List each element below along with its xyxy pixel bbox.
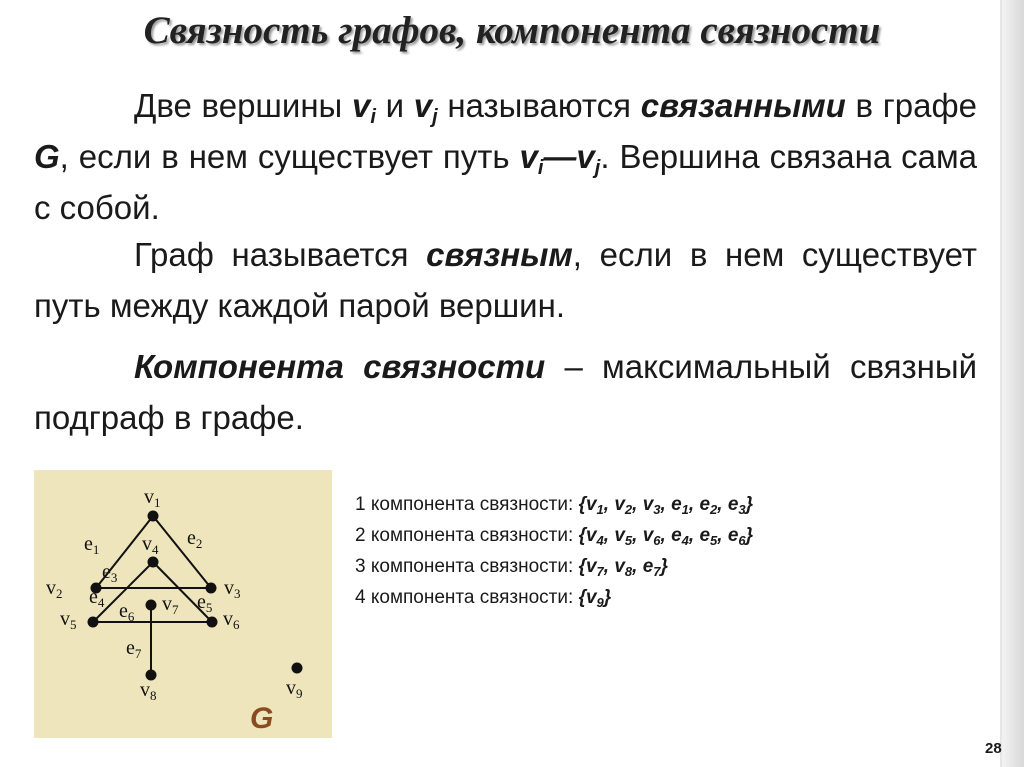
label-e5: $e_5$ [197, 591, 213, 615]
term-connected-component: Компонента связности [134, 348, 546, 385]
slide-title: Связность графов, компонента связности [143, 9, 881, 52]
vertex-v5 [88, 617, 99, 628]
component-set: {$v_7$, $v_8$, $e_7$} [578, 556, 668, 579]
label-v4: $v_4$ [142, 533, 159, 557]
component-row-1: 1 компонента связности: {$v_1$, $v_2$, $v_3$, $e_1$, $e_2$, $e_3$} [355, 494, 754, 517]
components-list [355, 489, 753, 613]
label-v5: $v_5$ [60, 608, 77, 632]
term-connected: связанными [640, 87, 846, 124]
label-e3: $e_3$ [102, 561, 118, 585]
component-row-4: 4 компонента связности: $\{v_9\}$ [355, 587, 612, 610]
component-row-2: 2 компонента связности: {$v_4$, $v_5$, $v_6$, $e_4$, $e_5$, $e_6$} [355, 525, 754, 548]
graph-name-label: G [250, 702, 274, 735]
label-v9: $v_9$ [286, 677, 303, 701]
paragraph-connected-graph: Граф называется связным, если в нем существует путь между каждой парой вершин. [34, 236, 977, 324]
page-number: 28 [985, 740, 1002, 757]
graph-labels [46, 486, 303, 703]
label-v7: $v_7$ [162, 593, 179, 617]
label-e4: $e_4$ [89, 586, 105, 610]
edge-e2 [153, 516, 211, 588]
label-v1: $v_1$ [144, 486, 161, 510]
label-e7: $e_7$ [126, 637, 142, 661]
component-set: $\{v_9\}$ [578, 587, 612, 610]
label-v2: $v_2$ [46, 577, 63, 601]
vertex-v7 [146, 600, 157, 611]
graph-svg [34, 470, 332, 738]
slide-right-border [1002, 0, 1024, 767]
vertex-v9 [292, 663, 303, 674]
label-e1: $e_1$ [84, 533, 100, 557]
vertex-v3 [206, 583, 217, 594]
vertex-v4 [148, 557, 159, 568]
vertex-v6 [207, 617, 218, 628]
label-v3: $v_3$ [224, 577, 241, 601]
term-connected-graph: связным [426, 236, 573, 273]
label-e2: $e_2$ [187, 527, 203, 551]
component-set: {$v_4$, $v_5$, $v_6$, $e_4$, $e_5$, $e_6$} [578, 525, 754, 548]
slide-right-border-line [1000, 0, 1002, 767]
graph-figure [34, 470, 332, 738]
label-v8: $v_8$ [140, 679, 157, 703]
label-v6: $v_6$ [223, 608, 240, 632]
component-row-3: 3 компонента связности: {$v_7$, $v_8$, $e_7$} [355, 556, 668, 579]
label-e6: $e_6$ [119, 600, 135, 624]
component-set: {$v_1$, $v_2$, $v_3$, $e_1$, $e_2$, $e_3$} [578, 494, 754, 517]
vertex-v1 [148, 511, 159, 522]
paragraph-connected-component: Компонента связности – максимальный связный подграф в графе. [34, 348, 978, 436]
paragraph-connected-vertices: Две вершины $v_i$ и $v_j$ называются связанными в графе G, если в нем существует путь $v_i—v_j$. Вершина связана сама с собой. [34, 87, 977, 226]
